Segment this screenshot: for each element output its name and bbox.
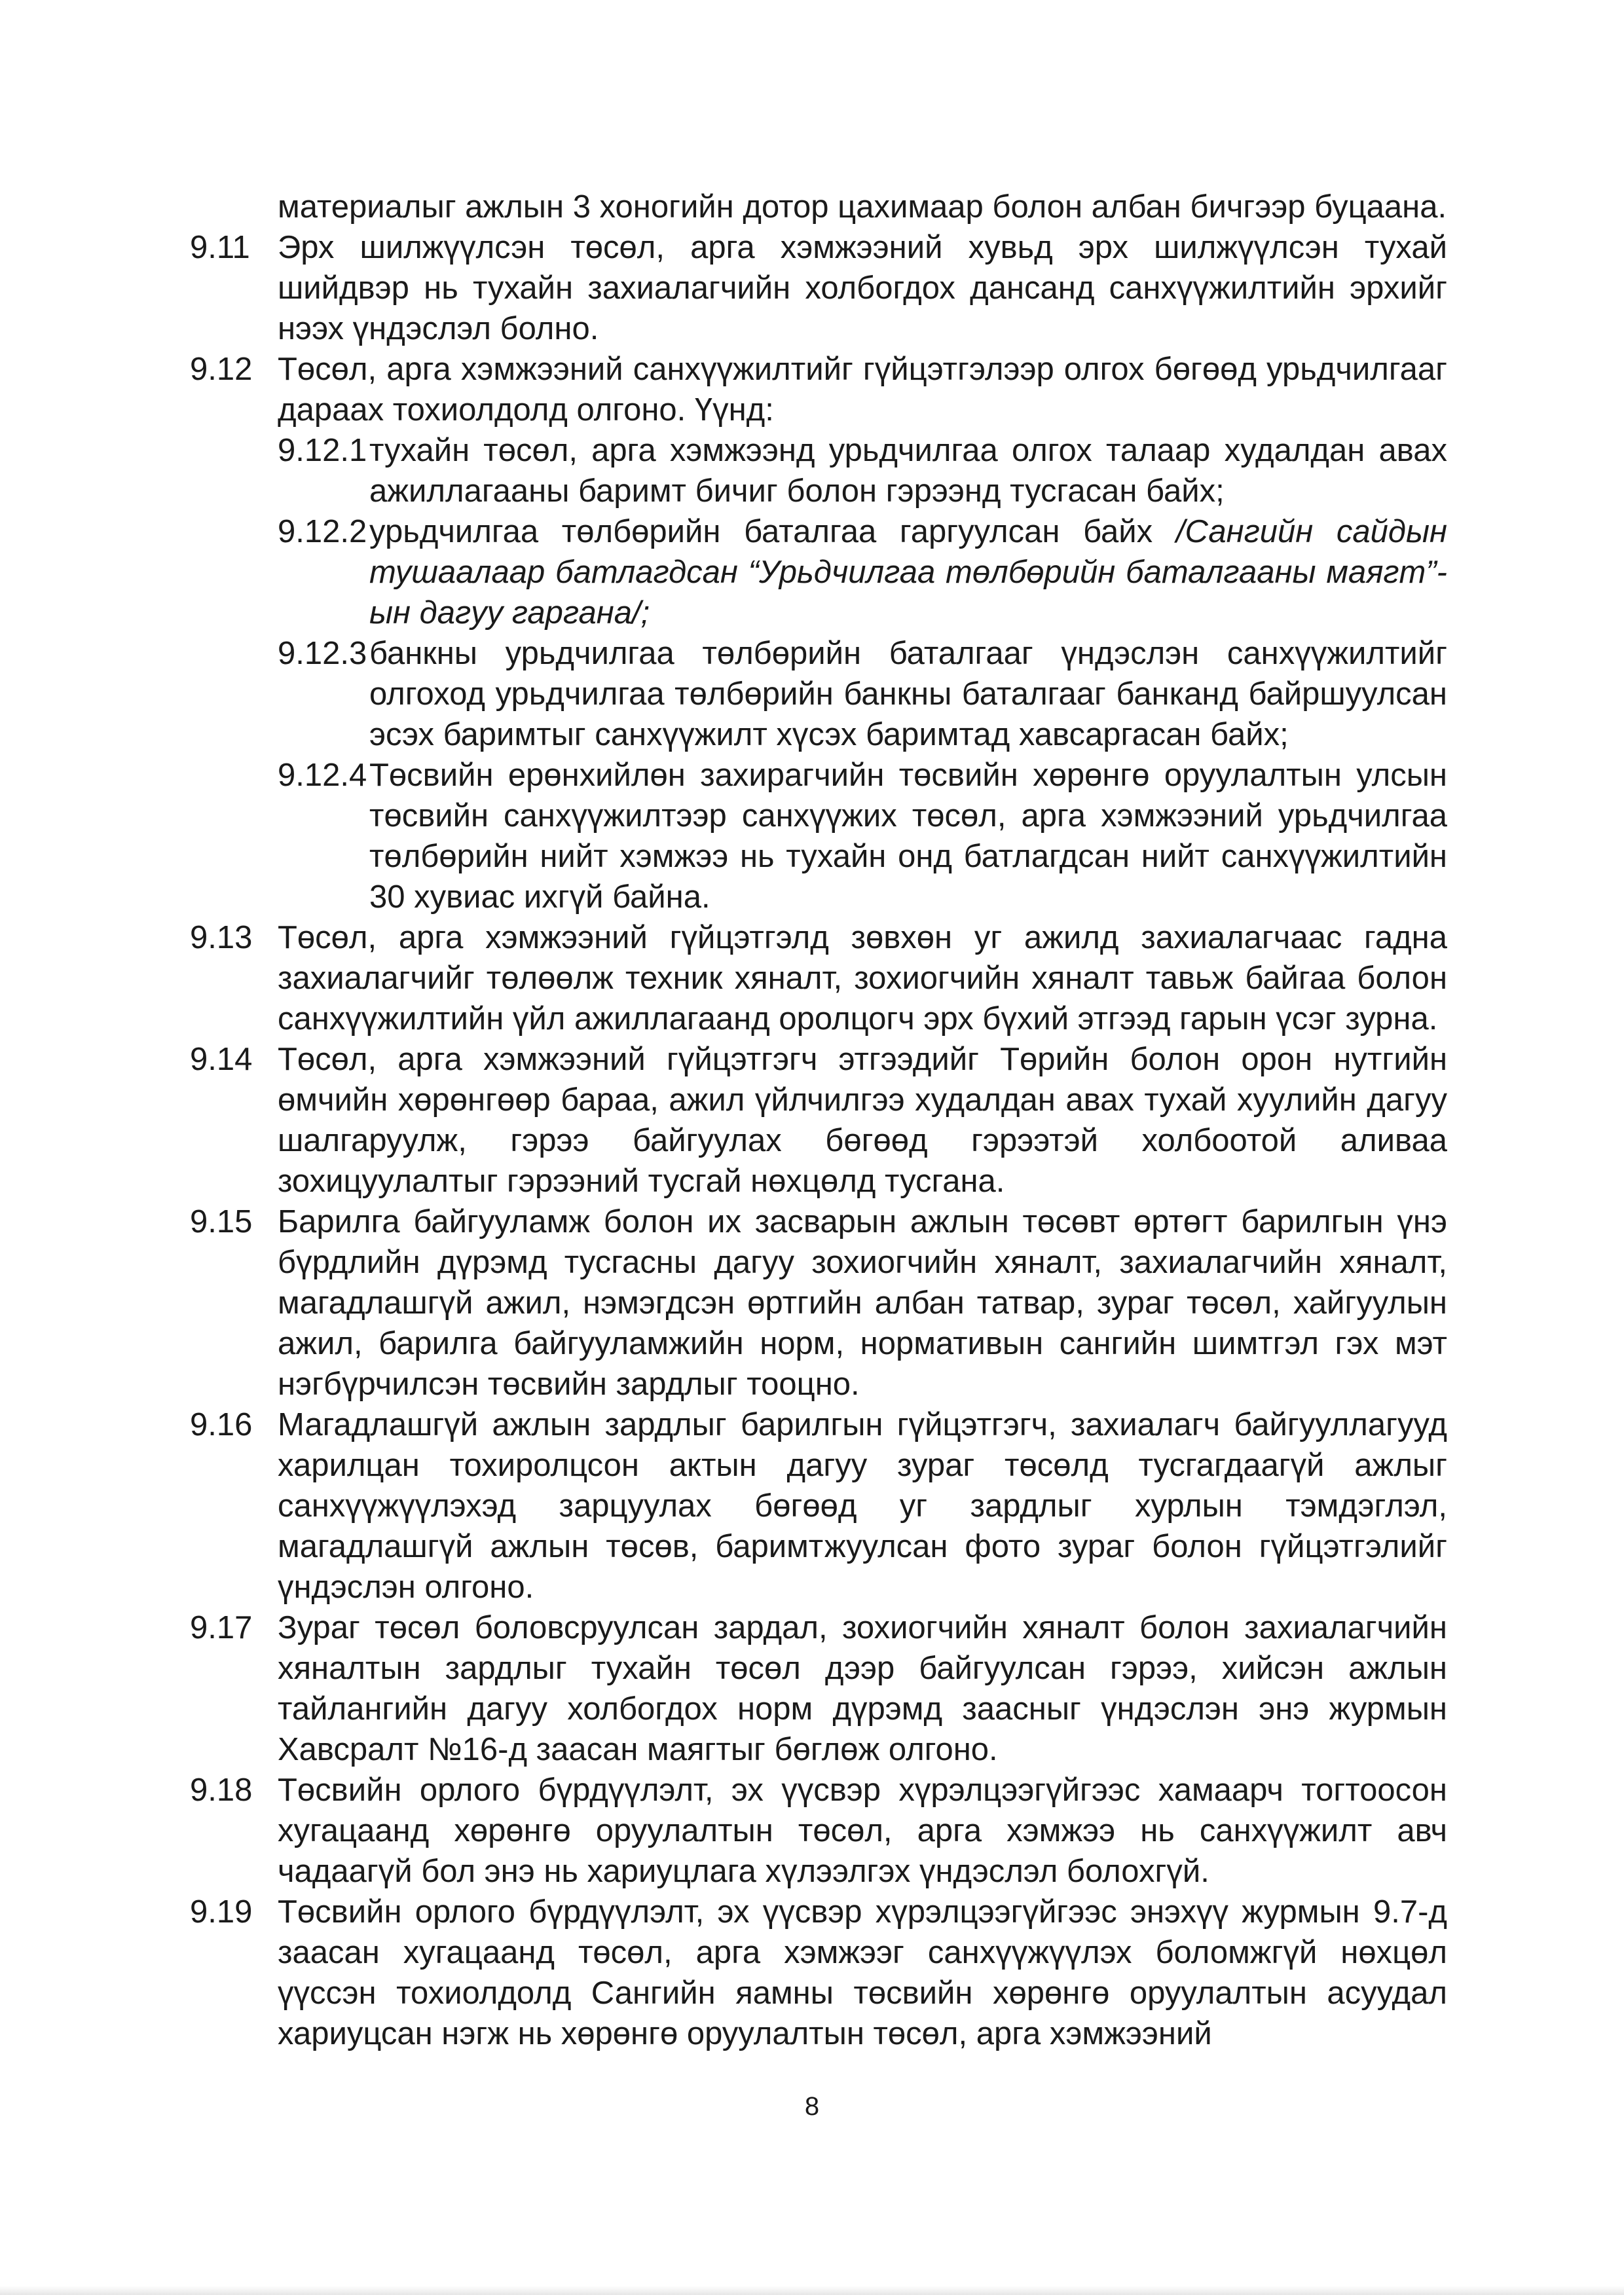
clause-text: Төсвийн орлого бүрдүүлэлт, эх үүсвэр хүрэлцээгүйгээс энэхүү журмын 9.7-д заасан хугацаанд төсөл, арга хэмжээг санхүүжүүлэх боломжгүй нөхцөл үүссэн тохиолдолд Сангийн яамны төсвийн хөрөнгө оруулалтын асуудал хариуцсан нэгж нь хөрөнгө оруулалтын төсөл, арга хэмжээний xyxy=(278,1894,1447,2051)
clause-italic-note: /Сангийн сайдын тушаалаар батлагдсан “Урьдчилгаа төлбөрийн баталгааны маягт”-ын дагуу гаргана/; xyxy=(369,514,1448,631)
clause-number: 9.12.3 xyxy=(278,636,367,671)
clause-text: Төсвийн орлого бүрдүүлэлт, эх үүсвэр хүрэлцээгүйгээс хамаарч тогтоосон хугацаанд хөрөнгө оруулалтын төсөл, арга хэмжээ нь санхүүжилт авч чадаагүй бол энэ нь хариуцлага хүлээлгэх үндэслэл болохгүй. xyxy=(278,1772,1447,1889)
clause-text-wrapper xyxy=(369,511,1447,633)
clause-number: 9.12 xyxy=(190,352,253,387)
document-body xyxy=(190,187,1447,2054)
clause-9-12-1 xyxy=(278,430,1447,511)
page-number: 8 xyxy=(804,2092,820,2121)
clause-9-17 xyxy=(190,1607,1447,1770)
clause-text: Эрх шилжүүлсэн төсөл, арга хэмжээний хувьд эрх шилжүүлсэн тухай шийдвэр нь тухайн захиалагчийн холбогдох дансанд санхүүжилтийн эрхийг нээх үндэслэл болно. xyxy=(278,230,1447,346)
clause-text: банкны урьдчилгаа төлбөрийн баталгааг үндэслэн санхүүжилтийг олгоход урьдчилгаа төлбөрийн банкны баталгааг банканд байршуулсан эсэх баримтыг санхүүжилт хүсэх баримтад хавсаргасан байх; xyxy=(369,636,1447,752)
clause-number: 9.19 xyxy=(190,1894,253,1930)
clause-number: 9.17 xyxy=(190,1610,253,1645)
clause-number: 9.16 xyxy=(190,1407,253,1442)
clause-number: 9.15 xyxy=(190,1204,253,1239)
clause-text: урьдчилгаа төлбөрийн баталгаа гаргуулсан байх xyxy=(369,514,1176,549)
clause-9-18 xyxy=(190,1770,1447,1892)
clause-number: 9.11 xyxy=(190,230,250,265)
scan-edge xyxy=(0,2286,1624,2295)
clause-9-12-4 xyxy=(278,755,1447,917)
clause-text: Төсөл, арга хэмжээний гүйцэтгэгч этгээдийг Төрийн болон орон нутгийн өмчийн хөрөнгөөр бараа, ажил үйлчилгээ худалдан авах тухай хуулийн дагуу шалгаруулж, гэрээ байгуулах бөгөөд гэрээтэй холбоотой аливаа зохицуулалтыг гэрээний тусгай нөхцөлд тусгана. xyxy=(278,1042,1447,1199)
clause-text: Төсөл, арга хэмжээний гүйцэтгэлд зөвхөн уг ажилд захиалагчаас гадна захиалагчийг төлөөлж техник хяналт, зохиогчийн хяналт тавьж байгаа болон санхүүжилтийн үйл ажиллагаанд оролцогч эрх бүхий этгээд гарын үсэг зурна. xyxy=(278,920,1447,1037)
clause-text: Магадлашгүй ажлын зардлыг барилгын гүйцэтгэгч, захиалагч байгууллагууд харилцан тохиролцсон актын дагуу зураг төсөлд тусгагдаагүй ажлыг санхүүжүүлэхэд зарцуулах бөгөөд уг зардлыг хурлын тэмдэглэл, магадлашгүй ажлын төсөв, баримтжуулсан фото зураг болон гүйцэтгэлийг үндэслэн олгоно. xyxy=(278,1407,1447,1605)
clause-9-12-3 xyxy=(278,633,1447,755)
clause-number: 9.13 xyxy=(190,920,253,955)
clause-text: Төсвийн ерөнхийлөн захирагчийн төсвийн хөрөнгө оруулалтын улсын төсвийн санхүүжилтээр санхүүжих төсөл, арга хэмжээний урьдчилгаа төлбөрийн нийт хэмжээ нь тухайн онд батлагдсан нийт санхүүжилтийн 30 хувиас ихгүй байна. xyxy=(369,758,1447,915)
clause-text: Төсөл, арга хэмжээний санхүүжилтийг гүйцэтгэлээр олгох бөгөөд урьдчилгааг дараах тохиолдолд олгоно. Үүнд: xyxy=(278,352,1447,428)
clause-9-15 xyxy=(190,1202,1447,1405)
clause-text: Барилга байгууламж болон их засварын ажлын төсөвт өртөгт барилгын үнэ бүрдлийн дүрэмд тусгасны дагуу зохиогчийн хяналт, захиалагчийн хяналт, магадлашгүй ажил, нэмэгдсэн өртгийн албан татвар, зураг төсөл, хайгуулын ажил, барилга байгууламжийн норм, нормативын сангийн шимтгэл гэх мэт нэгбүрчилсэн төсвийн зардлыг тооцно. xyxy=(278,1204,1447,1402)
clause-9-13 xyxy=(190,917,1447,1039)
clause-9-11 xyxy=(190,227,1447,349)
clause-text: Зураг төсөл боловсруулсан зардал, зохиогчийн хяналт болон захиалагчийн хяналтын зардлыг тухайн төсөл дээр байгуулсан гэрээ, хийсэн ажлын тайлангийн дагуу холбогдох норм дүрэмд заасныг үндэслэн энэ журмын Хавсралт №16-д заасан маягтыг бөглөж олгоно. xyxy=(278,1610,1447,1767)
clause-9-14 xyxy=(190,1039,1447,1202)
clause-number: 9.14 xyxy=(190,1042,253,1077)
clause-9-12-2 xyxy=(278,511,1447,633)
clause-text: тухайн төсөл, арга хэмжээнд урьдчилгаа олгох талаар худалдан авах ажиллагааны баримт бичиг болон гэрээнд тусгасан байх; xyxy=(369,433,1447,509)
clause-9-16 xyxy=(190,1405,1447,1607)
clause-number: 9.12.4 xyxy=(278,758,367,793)
clause-number: 9.18 xyxy=(190,1772,253,1808)
clause-9-12 xyxy=(190,349,1447,430)
clause-9-19 xyxy=(190,1892,1447,2054)
clause-number: 9.12.2 xyxy=(278,514,367,549)
continuation-paragraph: материалыг ажлын 3 хоногийн дотор цахимаар болон албан бичгээр буцаана. xyxy=(278,189,1447,225)
clause-number: 9.12.1 xyxy=(278,433,367,468)
